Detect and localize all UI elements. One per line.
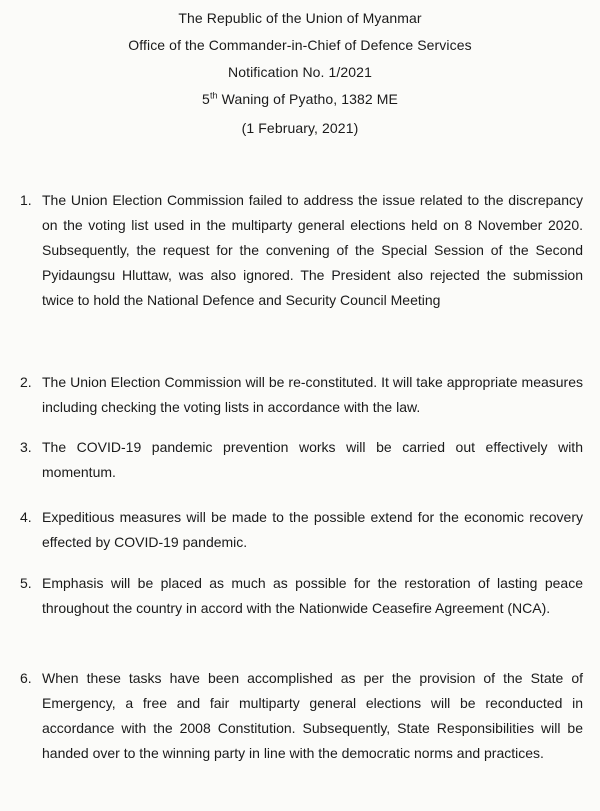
list-item-number: 1. (20, 192, 32, 208)
notification-number: Notification No. 1/2021 (228, 64, 372, 80)
republic-title: The Republic of the Union of Myanmar (178, 10, 422, 26)
list-item-text: The COVID-19 pandemic prevention works will be carried out effectively with momentum. (42, 439, 583, 480)
list-item-text: Expeditious measures will be made to the possible extend for the economic recovery effected by COVID-19 pandemic. (42, 509, 583, 550)
list-item-text: Emphasis will be placed as much as possible for the restoration of lasting peace throughout the country in accord with the Nationwide Ceasefire Agreement (NCA). (42, 575, 583, 616)
date-suffix: th (209, 90, 218, 101)
list-item-text: The Union Election Commission failed to address the issue related to the discrepancy on the voting list used in the multiparty general elections held on 8 November 2020. Subsequently, the request for the convening of the Special Session of the Second Pyidaungsu Hluttaw, was also ignored. The President also rejected the submission twice to hold the National Defence and Security Council Meeting (42, 192, 583, 308)
list-item-number: 5. (20, 575, 32, 591)
gregorian-date: (1 February, 2021) (241, 120, 359, 136)
myanmar-date (0, 91, 600, 107)
list-item-text: The Union Election Commission will be re-constituted. It will take appropriate measures including checking the voting lists in accordance with the law. (42, 374, 583, 415)
date-ordinal: 5 (202, 91, 210, 107)
list-item-number: 2. (20, 374, 32, 390)
list-item-number: 4. (20, 509, 32, 525)
list-item-text: When these tasks have been accomplished as per the provision of the State of Emergency, a free and fair multiparty general elections will be reconducted in accordance with the 2008 Constitution. Subsequently, State Responsibilities will be handed over to the winning party in line with the democratic norms and practices. (42, 670, 583, 761)
office-title: Office of the Commander-in-Chief of Defence Services (128, 37, 472, 53)
date-rest: Waning of Pyatho, 1382 ME (217, 91, 398, 107)
list-item-number: 3. (20, 439, 32, 455)
list-item-number: 6. (20, 670, 32, 686)
